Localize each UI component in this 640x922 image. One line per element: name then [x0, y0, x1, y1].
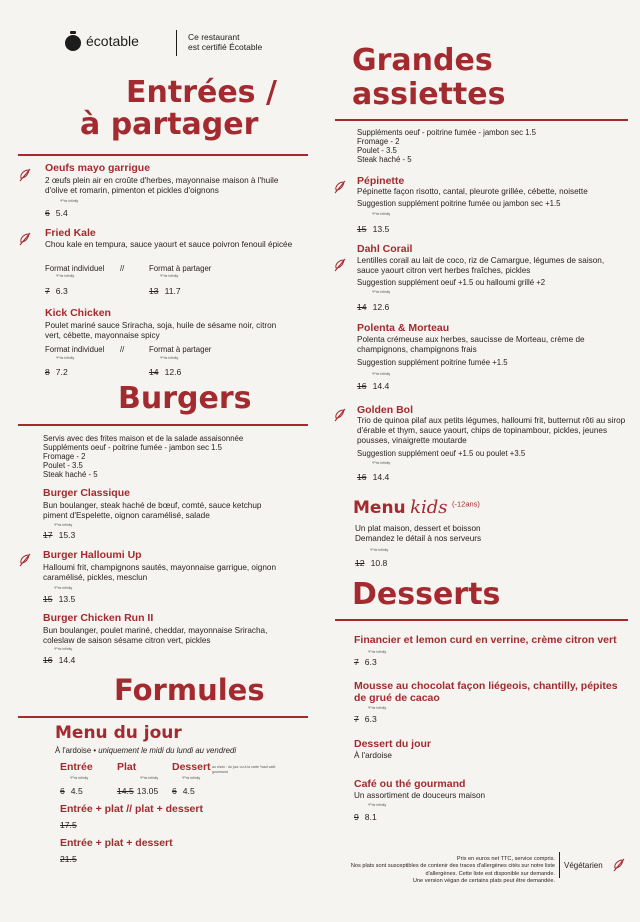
- price-regular: 14: [357, 302, 367, 312]
- dish-suggestion: Suggestion supplément oeuf +1.5 ou halloumi grillé +2: [357, 278, 546, 287]
- formule-entree: Entrée: [60, 761, 93, 773]
- menu-du-jour-title: Menu du jour: [55, 723, 182, 743]
- price: [45, 286, 68, 296]
- infinity-label: *Prix infinity: [372, 290, 391, 294]
- logo-divider: [176, 30, 177, 56]
- grandes-intro-2: Poulet - 3.5: [357, 146, 397, 155]
- dish-desc: Trio de quinoa pilaf aux petits légumes, halloumi frit, butternut rôti au sirop d'érable et thym, sauce yaourt, chips de topinambour, pickles, jeunes pousses, vinaigrette moutarde: [357, 416, 626, 445]
- dessert-note: au choix : du jour ou à la carte *sauf café gourmand: [212, 765, 276, 774]
- formules-title: Formules: [114, 673, 265, 707]
- dish-desc: Bun boulanger, poulet mariné, cheddar, mayonnaise Sriracha, coleslaw de saison sésame citron vert, pickles: [43, 626, 268, 645]
- dish-name: Burger Classique: [43, 487, 130, 499]
- price-regular: 16: [357, 472, 367, 482]
- price-regular: 6: [172, 786, 177, 796]
- infinity-label: *Prix infinity: [182, 776, 201, 780]
- footer-divider: [559, 852, 560, 878]
- price-regular: 17: [43, 530, 53, 540]
- price-regular: 6: [45, 208, 50, 218]
- price-infinity: 4.5: [70, 786, 83, 796]
- price-infinity: 11.7: [164, 286, 181, 296]
- formule-combo-1: Entrée + plat // plat + dessert: [60, 803, 203, 815]
- dish-suggestion: Suggestion supplément poitrine fumée +1.5: [357, 358, 508, 367]
- dish-name: Oeufs mayo garrigue: [45, 162, 151, 174]
- vegetarian-leaf-icon: [333, 180, 347, 194]
- infinity-label: *Prix infinity: [370, 548, 389, 552]
- price: [172, 786, 195, 796]
- grandes-title-2: assiettes: [352, 77, 506, 112]
- brand-name: écotable: [86, 33, 139, 49]
- price: [355, 558, 387, 568]
- menu-subtitle-a: À l'ardoise: [55, 746, 92, 755]
- dish-name: Dahl Corail: [357, 243, 413, 255]
- infinity-label: *Prix infinity: [54, 647, 73, 651]
- price: [43, 594, 75, 604]
- dessert-name: Mousse au chocolat façon liégeois, chantilly, pépites de grué de cacao: [354, 680, 618, 704]
- kids-desc: Un plat maison, dessert et boisson Demandez le détail à nos serveurs: [355, 524, 482, 543]
- dessert-name: Dessert du jour: [354, 738, 432, 750]
- ecotable-leaf-icon: [64, 30, 82, 52]
- infinity-label: *Prix infinity: [140, 776, 159, 780]
- price-regular: 15: [357, 224, 367, 234]
- vegetarian-leaf-icon: [18, 232, 32, 246]
- infinity-label: *Prix infinity: [70, 776, 89, 780]
- dish-name: Burger Halloumi Up: [43, 549, 142, 561]
- dish-desc: Poulet mariné sauce Sriracha, soja, huile de sésame noir, citron vert, cébette, mayonnaise spicy: [45, 321, 277, 340]
- price-infinity: 4.5: [182, 786, 195, 796]
- grandes-intro-0: Suppléments oeuf - poitrine fumée - jambon sec 1.5: [357, 128, 536, 137]
- price-regular: 14: [149, 367, 159, 377]
- vegetarian-leaf-icon: [612, 858, 626, 872]
- infinity-label: *Prix infinity: [160, 274, 179, 278]
- price: [354, 812, 377, 822]
- price-infinity: 15.3: [58, 530, 76, 540]
- price-regular: 14.5: [117, 786, 134, 796]
- infinity-label: *Prix infinity: [368, 650, 387, 654]
- menu-kids-title: [353, 497, 480, 518]
- burgers-title: Burgers: [118, 381, 252, 416]
- price: [43, 655, 75, 665]
- price-regular: 16: [357, 381, 367, 391]
- price-regular: 15: [43, 594, 53, 604]
- dish-suggestion: Suggestion supplément poitrine fumée ou jambon sec +1.5: [357, 199, 561, 208]
- format-label: Format individuel: [45, 345, 105, 354]
- infinity-label: *Prix infinity: [60, 199, 79, 203]
- formule-plat: Plat: [117, 761, 137, 773]
- dessert-name: Café ou thé gourmand: [354, 778, 466, 790]
- price: [357, 472, 389, 482]
- burgers-intro-4: Steak haché - 5: [43, 470, 98, 479]
- price-infinity: 13.05: [136, 786, 159, 796]
- price-infinity: 7.2: [55, 367, 68, 377]
- dessert-desc: Un assortiment de douceurs maison: [354, 791, 486, 800]
- burgers-intro-1: Suppléments oeuf - poitrine fumée - jambon sec 1.5: [43, 443, 222, 452]
- price-regular: 13: [149, 286, 159, 296]
- menu-kids-script: kids: [410, 497, 448, 518]
- menu-kids-word: Menu: [353, 498, 406, 518]
- infinity-label: *Prix infinity: [368, 803, 387, 807]
- price: [43, 530, 75, 540]
- price-regular: 7: [354, 714, 359, 724]
- price: [357, 302, 389, 312]
- price-infinity: 13.5: [58, 594, 76, 604]
- price-infinity: 6.3: [364, 714, 377, 724]
- entrees-rule: [18, 154, 308, 156]
- price-infinity: 14.4: [372, 381, 390, 391]
- format-label: Format à partager: [149, 345, 212, 354]
- dish-desc: Polenta crémeuse aux herbes, saucisse de Morteau, crème de champignons, champignons frais: [357, 335, 585, 354]
- grandes-intro-1: Fromage - 2: [357, 137, 400, 146]
- infinity-label: *Prix infinity: [54, 586, 73, 590]
- price-regular: 7: [45, 286, 50, 296]
- price-infinity: 5.4: [55, 208, 68, 218]
- infinity-label: *Prix infinity: [368, 706, 387, 710]
- formule-combo-2: Entrée + plat + dessert: [60, 837, 173, 849]
- dish-name: Pépinette: [357, 175, 405, 187]
- price-infinity: 13.5: [372, 224, 390, 234]
- price-regular: 21.5: [60, 854, 77, 864]
- format-label: Format individuel: [45, 264, 105, 273]
- dish-desc: 2 œufs plein air en croûte d'herbes, mayonnaise maison à l'huile d'olive et romarin, pimenton et pickles d'oignons: [45, 176, 279, 195]
- infinity-label: *Prix infinity: [372, 372, 391, 376]
- entrees-title-1: Entrées /: [126, 75, 277, 110]
- vegetarian-leaf-icon: [18, 553, 32, 567]
- price-infinity: 8.1: [364, 812, 377, 822]
- price-infinity: 6.3: [55, 286, 68, 296]
- certified-text: Ce restaurant est certifié Écotable: [188, 32, 263, 52]
- price-infinity: 14.4: [372, 472, 390, 482]
- grandes-rule: [335, 119, 628, 121]
- price: [357, 224, 389, 234]
- dessert-desc: À l'ardoise: [354, 751, 392, 760]
- formules-rule: [18, 716, 308, 718]
- price-regular: 8: [45, 367, 50, 377]
- vegetarian-leaf-icon: [333, 408, 347, 422]
- infinity-label: *Prix infinity: [160, 356, 179, 360]
- dish-name: Polenta & Morteau: [357, 322, 450, 334]
- dish-desc: Lentilles corail au lait de coco, riz de Camargue, légumes de saison, sauce yaourt citron vert herbes fraîches, pickles: [357, 256, 605, 275]
- price-regular: 9: [354, 812, 359, 822]
- vegetarian-leaf-icon: [333, 258, 347, 272]
- price-regular: 16: [43, 655, 53, 665]
- format-label: Format à partager: [149, 264, 212, 273]
- price-regular: 12: [355, 558, 365, 568]
- dish-desc: Chou kale en tempura, sauce yaourt et sauce poivron fenouil épicée: [45, 240, 293, 249]
- dessert-name: Financier et lemon curd en verrine, crème citron vert: [354, 634, 617, 646]
- menu-kids-age: (-12ans): [452, 499, 480, 509]
- desserts-rule: [335, 619, 628, 621]
- infinity-label: *Prix infinity: [54, 523, 73, 527]
- format-sep: //: [120, 345, 125, 354]
- price-regular: 6: [60, 786, 65, 796]
- dish-desc: Halloumi frit, champignons sautés, mayonnaise garrigue, oignon caramélisé, pickles, mesclun: [43, 563, 277, 582]
- burgers-intro-2: Fromage - 2: [43, 452, 86, 461]
- dish-name: Kick Chicken: [45, 307, 111, 319]
- price: [149, 367, 181, 377]
- price: [149, 286, 181, 296]
- formule-dessert: Dessert: [172, 761, 211, 773]
- format-sep: //: [120, 264, 125, 273]
- price: [45, 367, 68, 377]
- ecotable-logo: [64, 30, 174, 52]
- entrees-title-2: à partager: [80, 107, 259, 142]
- dish-suggestion: Suggestion supplément oeuf +1.5 ou poulet +3.5: [357, 449, 526, 458]
- grandes-title-1: Grandes: [352, 43, 493, 78]
- footer-note: Prix en euros net TTC, service compris. Nos plats sont susceptibles de contenir des traces d'allergènes cités sur notre liste d'allergènes. Cette liste est disponible sur demande. Une version végan de certains plats peut être demandée.: [350, 856, 555, 884]
- grandes-intro-3: Steak haché - 5: [357, 155, 412, 164]
- infinity-label: *Prix infinity: [56, 356, 75, 360]
- dish-name: Fried Kale: [45, 227, 96, 239]
- infinity-label: *Prix infinity: [56, 274, 75, 278]
- price: [354, 657, 377, 667]
- vegetarian-legend: Végétarien: [564, 861, 603, 870]
- dish-desc: Pépinette façon risotto, cantal, pleurote grillée, cébette, noisette: [357, 187, 588, 196]
- price-regular: 17.5: [60, 820, 77, 830]
- infinity-label: *Prix infinity: [372, 212, 391, 216]
- dish-name: Burger Chicken Run II: [43, 612, 154, 624]
- price: [117, 786, 158, 796]
- infinity-label: *Prix infinity: [372, 461, 391, 465]
- formule-combo-2-price: [60, 854, 83, 864]
- price-infinity: 10.8: [370, 558, 388, 568]
- dish-name: Golden Bol: [357, 404, 413, 416]
- price: [354, 714, 377, 724]
- dish-desc: Bun boulanger, steak haché de bœuf, comté, sauce ketchup piment d'Espelette, oignon caramélisé, salade: [43, 501, 262, 520]
- vegetarian-leaf-icon: [18, 168, 32, 182]
- burgers-intro-0: Servis avec des frites maison et de la salade assaisonnée: [43, 434, 244, 443]
- price-infinity: 14.4: [58, 655, 76, 665]
- burgers-intro-3: Poulet - 3.5: [43, 461, 83, 470]
- menu-subtitle-b: uniquement le midi du lundi au vendredi: [98, 746, 237, 755]
- price: [357, 381, 389, 391]
- desserts-title: Desserts: [352, 577, 501, 612]
- price-infinity: 12.6: [164, 367, 182, 377]
- menu-subtitle: À l'ardoise • uniquement le midi du lundi au vendredi: [55, 746, 237, 755]
- formule-combo-1-price: [60, 820, 83, 830]
- price-infinity: 12.6: [372, 302, 390, 312]
- burgers-rule: [18, 424, 308, 426]
- price-infinity: 6.3: [364, 657, 377, 667]
- price: [60, 786, 83, 796]
- price-regular: 7: [354, 657, 359, 667]
- price: [45, 208, 68, 218]
